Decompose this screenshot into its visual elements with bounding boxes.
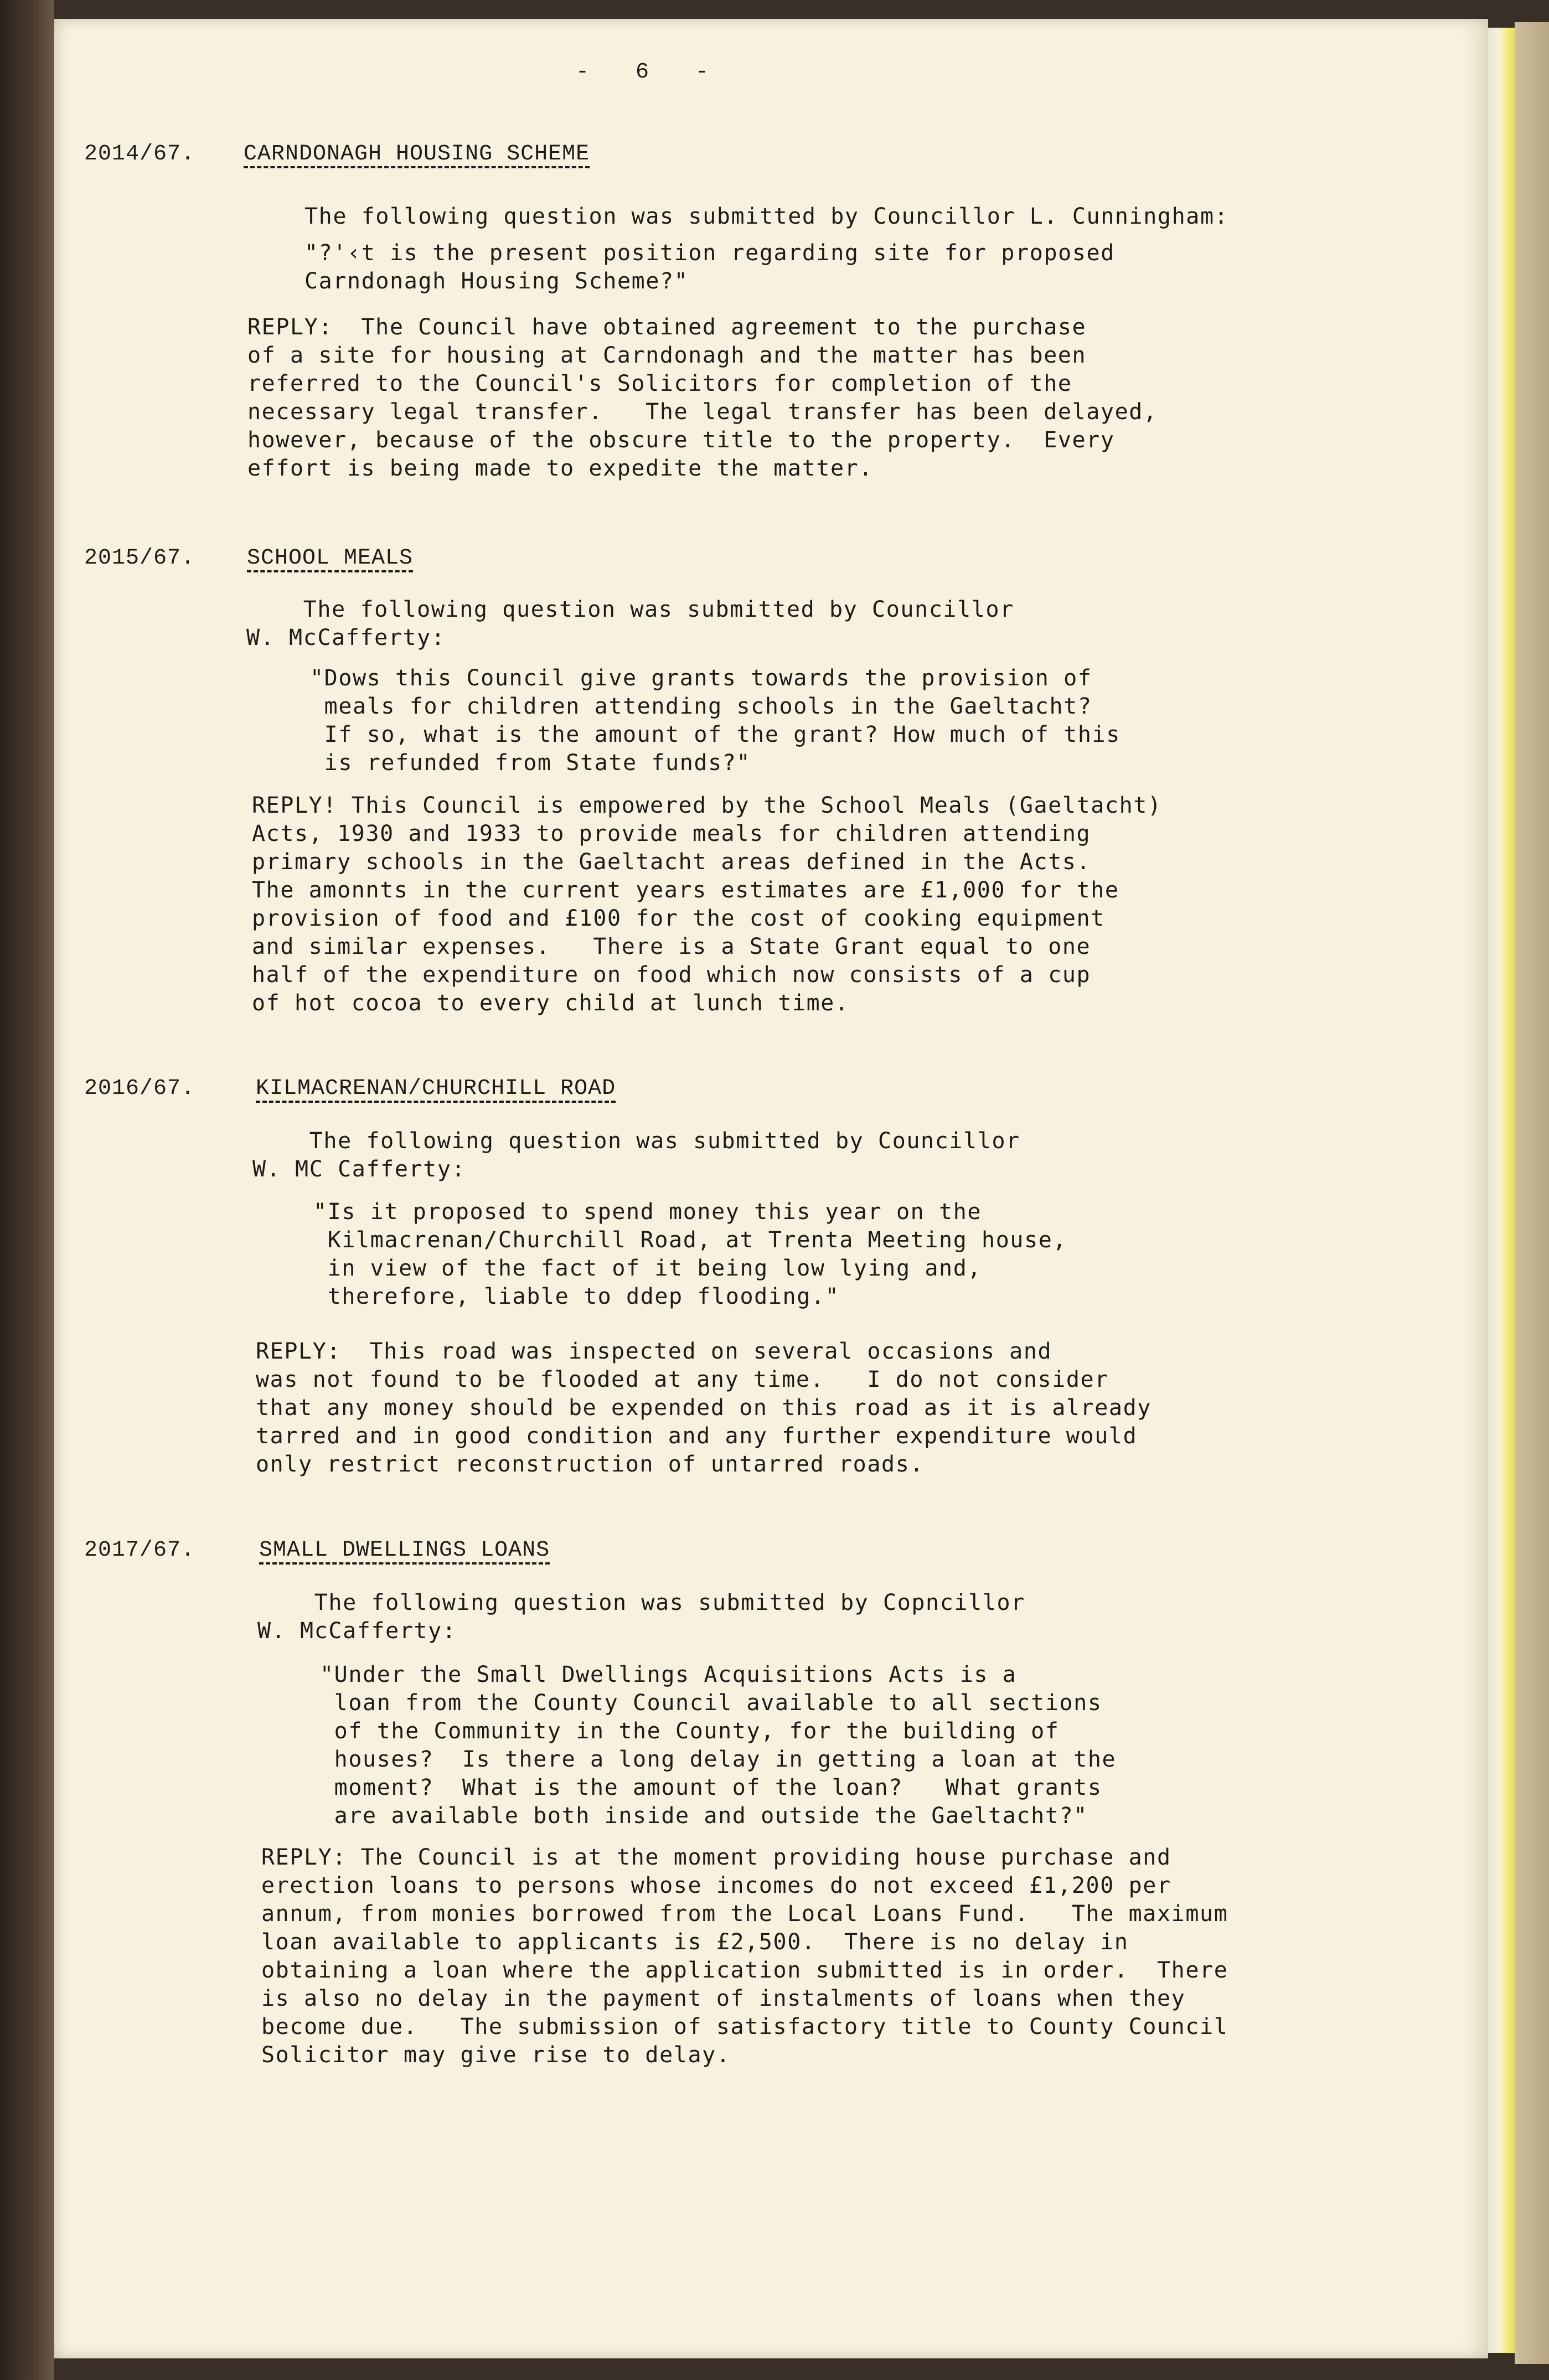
page-number: - 6 - [576, 60, 726, 85]
entry-heading: SCHOOL MEALS [247, 546, 414, 571]
book-edge [1515, 22, 1549, 2364]
book-binding [0, 0, 54, 2380]
entry-heading: CARNDONAGH HOUSING SCHEME [244, 142, 590, 167]
question-intro: The following question was submitted by Copncillor W. McCafferty: [257, 1590, 1025, 1644]
question-text: "?'‹t is the present position regarding site for proposed Carndonagh Housing Scheme?" [304, 240, 1115, 294]
question-text: "Is it proposed to spend money this year on the Kilmacrenan/Churchill Road, at Trenta Meeting house, in view of the fact of it being low lying and, therefore, liable to ddep flooding." [313, 1199, 1067, 1309]
entry-number: 2015/67. [84, 546, 195, 571]
question-text: "Under the Small Dwellings Acquisitions Acts is a loan from the County Council available to all sections of the Community in the County, for the building of houses? Is there a long delay in getting a loan at the moment? What is the amount of the loan? What grants are available both inside and outside the Gaeltacht?" [320, 1662, 1117, 1829]
entry-number: 2017/67. [84, 1538, 195, 1563]
reply-text: REPLY: The Council is at the moment providing house purchase and erection loans to persons whose incomes do not exceed £1,200 per annum, from monies borrowed from the Local Loans Fund. The maximum loan available to applicants is £2,500. There is no delay in obtaining a loan where the application submitted is in order. There is also no delay in the payment of instalments of loans when they become due. The submission of satisfactory title to County Council Solicitor may give rise to delay. [261, 1845, 1228, 2068]
question-text: "Dows this Council give grants towards the provision of meals for children attending schools in the Gaeltacht? If so, what is the amount of the grant? How much of this is refunded from State funds?" [310, 665, 1121, 776]
entry-heading: SMALL DWELLINGS LOANS [259, 1538, 550, 1563]
question-intro: The following question was submitted by Councillor W. McCafferty: [246, 597, 1014, 651]
entry-number: 2014/67. [84, 142, 195, 167]
entry-heading: KILMACRENAN/CHURCHILL ROAD [256, 1076, 616, 1101]
reply-text: REPLY: The Council have obtained agreement to the purchase of a site for housing at Carndonagh and the matter has been referred to the Council's Solicitors for completion of the necessary legal transfer. The legal transfer has been delayed, however, because of the obscure title to the property. Every effort is being made to expedite the matter. [247, 314, 1158, 481]
reply-text: REPLY! This Council is empowered by the School Meals (Gaeltacht) Acts, 1930 and 1933 to provide meals for children attending primary schools in the Gaeltacht areas defined in the Acts. The amonnts in the current years estimates are £1,000 for the provision of food and £100 for the cost of cooking equipment and similar expenses. There is a State Grant equal to one half of the expenditure on food which now consists of a cup of hot cocoa to every child at lunch time. [252, 793, 1162, 1016]
page-edge [1488, 28, 1515, 2353]
reply-text: REPLY: This road was inspected on several occasions and was not found to be flooded at any time. I do not consider that any money should be expended on this road as it is already tarred and in good condition and any further expenditure would only restrict reconstruction of untarred roads. [256, 1339, 1152, 1477]
entry-number: 2016/67. [84, 1076, 195, 1101]
question-intro: The following question was submitted by Councillor W. MC Cafferty: [252, 1128, 1020, 1182]
question-intro: The following question was submitted by Councillor L. Cunningham: [304, 204, 1229, 229]
